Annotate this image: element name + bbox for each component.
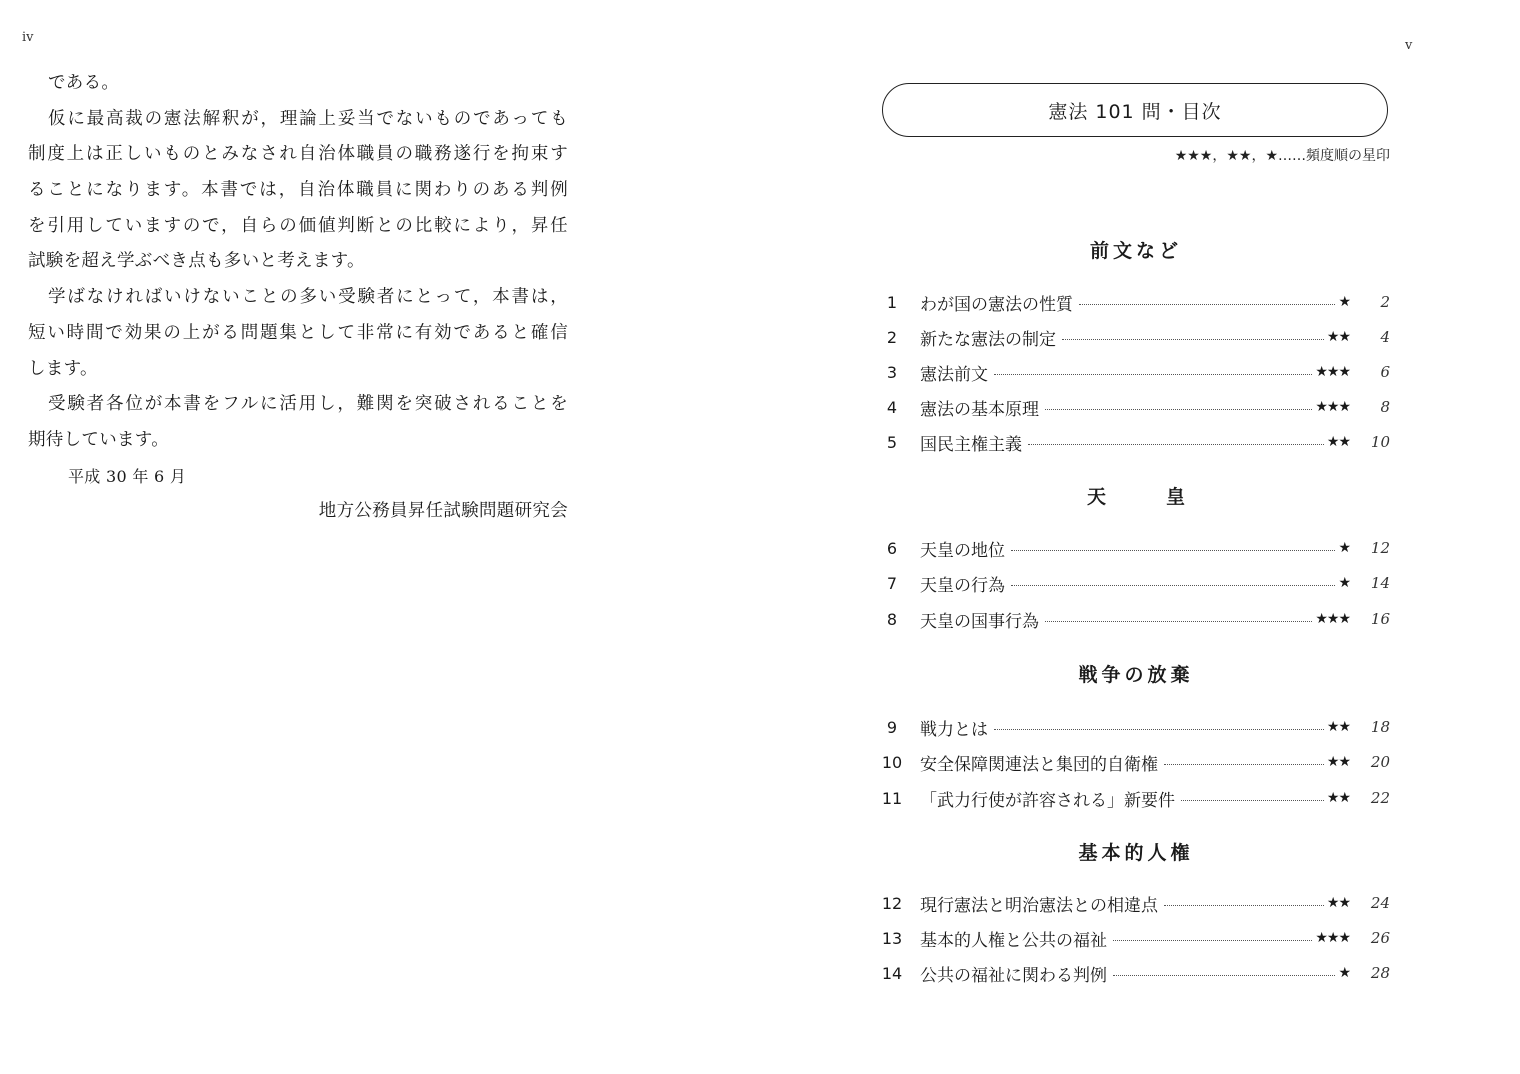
entry-number: 4 (886, 397, 898, 417)
star-rating: ★★★ (1315, 399, 1350, 415)
frequency-legend: ★★★，★★，★……頻度順の星印 (1174, 148, 1390, 164)
toc-entry[interactable] (878, 958, 1390, 988)
entry-number: 14 (881, 963, 903, 983)
entry-page-number: 20 (1370, 753, 1390, 771)
entry-number: 3 (886, 362, 898, 382)
preface-line: 学ばなければいけないことの多い受験者にとって，本書は， (48, 287, 568, 308)
toc-entry[interactable] (878, 888, 1390, 918)
preface-line: 試験を超え学ぶべき点も多いと考えます。 (28, 251, 365, 272)
star-rating: ★ (1338, 965, 1350, 981)
dot-leader (994, 374, 1312, 375)
preface-line: ることになります。本書では，自治体職員に関わりのある判例 (28, 180, 568, 201)
star-rating: ★★★ (1315, 611, 1350, 627)
toc-entry[interactable] (878, 568, 1390, 598)
toc-entry[interactable] (878, 392, 1390, 422)
preface-line: である。 (48, 73, 120, 93)
page-number-right: v (1405, 38, 1413, 53)
entry-number: 9 (886, 717, 898, 737)
preface-text (28, 66, 568, 530)
section-heading: 前文など (1089, 240, 1182, 262)
toc-entry[interactable] (878, 923, 1390, 953)
toc-entry[interactable] (878, 322, 1390, 352)
entry-page-number: 4 (1380, 328, 1390, 346)
preface-line: 受験者各位が本書をフルに活用し，難関を突破されることを (48, 394, 568, 415)
toc-entry[interactable] (878, 604, 1390, 634)
entry-page-number: 24 (1370, 894, 1390, 912)
star-rating: ★★★ (1315, 364, 1350, 380)
star-rating: ★★ (1326, 790, 1350, 806)
entry-page-number: 28 (1370, 964, 1390, 982)
entry-page-number: 22 (1370, 789, 1390, 807)
dot-leader (994, 729, 1324, 730)
toc-entry[interactable] (878, 427, 1390, 457)
entry-number: 7 (886, 573, 898, 593)
preface-line: 仮に最高裁の憲法解釈が，理論上妥当でないものであっても (48, 108, 568, 129)
entry-number: 1 (886, 292, 898, 312)
dot-leader (1164, 764, 1324, 765)
entry-title: 天皇の行為 (920, 575, 1005, 596)
star-rating: ★★ (1326, 719, 1350, 735)
toc-entry[interactable] (878, 747, 1390, 777)
entry-page-number: 8 (1380, 398, 1390, 416)
entry-number: 2 (886, 327, 898, 347)
star-rating: ★★ (1326, 754, 1350, 770)
toc-entry[interactable] (878, 783, 1390, 813)
entry-number: 8 (886, 609, 898, 629)
entry-number: 12 (881, 893, 903, 913)
star-rating: ★★ (1326, 434, 1350, 450)
entry-title: 憲法の基本原理 (920, 399, 1039, 420)
section-heading: 基本的人権 (1078, 842, 1194, 864)
dot-leader (1062, 339, 1324, 340)
toc-title: 憲法 101 問・目次 (882, 83, 1388, 137)
entry-page-number: 10 (1370, 433, 1390, 451)
entry-title: 憲法前文 (920, 364, 988, 385)
toc-entry[interactable] (878, 357, 1390, 387)
toc-entry[interactable] (878, 533, 1390, 563)
preface-signature: 地方公務員昇任試験問題研究会 (318, 501, 568, 522)
toc-entry[interactable] (878, 712, 1390, 742)
dot-leader (1113, 940, 1312, 941)
dot-leader (1011, 585, 1335, 586)
entry-title: 天皇の国事行為 (920, 611, 1039, 632)
entry-title: わが国の憲法の性質 (920, 294, 1073, 315)
entry-title: 「武力行使が許容される」新要件 (920, 790, 1175, 811)
entry-title: 公共の福祉に関わる判例 (920, 965, 1107, 986)
entry-number: 13 (881, 928, 903, 948)
preface-line: 短い時間で効果の上がる問題集として非常に有効であると確信 (28, 322, 568, 343)
star-rating: ★★ (1326, 329, 1350, 345)
entry-number: 6 (886, 538, 898, 558)
dot-leader (1045, 621, 1312, 622)
dot-leader (1045, 409, 1312, 410)
entry-page-number: 18 (1370, 718, 1390, 736)
dot-leader (1028, 444, 1324, 445)
entry-page-number: 16 (1370, 610, 1390, 628)
dot-leader (1113, 975, 1335, 976)
preface-line: を引用していますので，自らの価値判断との比較により，昇任 (28, 215, 568, 236)
entry-title: 現行憲法と明治憲法との相違点 (920, 895, 1158, 916)
dot-leader (1181, 800, 1324, 801)
section-heading: 戦争の放棄 (1078, 664, 1194, 686)
entry-title: 国民主権主義 (920, 434, 1022, 455)
entry-number: 11 (881, 788, 903, 808)
dot-leader (1079, 304, 1335, 305)
star-rating: ★★ (1326, 895, 1350, 911)
entry-title: 戦力とは (920, 719, 988, 740)
page-number-left: iv (22, 30, 34, 45)
toc-entry[interactable] (878, 287, 1390, 317)
dot-leader (1011, 550, 1335, 551)
star-rating: ★★★ (1315, 930, 1350, 946)
entry-title: 天皇の地位 (920, 540, 1005, 561)
entry-page-number: 26 (1370, 929, 1390, 947)
preface-line: 期待しています。 (28, 429, 169, 450)
star-rating: ★ (1338, 294, 1350, 310)
entry-title: 安全保障関連法と集団的自衛権 (920, 754, 1158, 775)
entry-page-number: 6 (1380, 363, 1390, 381)
preface-line: 制度上は正しいものとみなされ自治体職員の職務遂行を拘束す (28, 144, 568, 165)
star-rating: ★ (1338, 575, 1350, 591)
entry-title: 新たな憲法の制定 (920, 329, 1056, 350)
entry-page-number: 14 (1370, 574, 1390, 592)
entry-page-number: 12 (1370, 539, 1390, 557)
preface-date: 平成 30 年 6 月 (68, 466, 187, 486)
dot-leader (1164, 905, 1324, 906)
star-rating: ★ (1338, 540, 1350, 556)
entry-number: 10 (881, 752, 903, 772)
section-heading: 天皇 (1086, 486, 1245, 508)
entry-page-number: 2 (1380, 293, 1390, 311)
entry-title: 基本的人権と公共の福祉 (920, 930, 1107, 951)
preface-line: します。 (28, 358, 98, 379)
entry-number: 5 (886, 432, 898, 452)
